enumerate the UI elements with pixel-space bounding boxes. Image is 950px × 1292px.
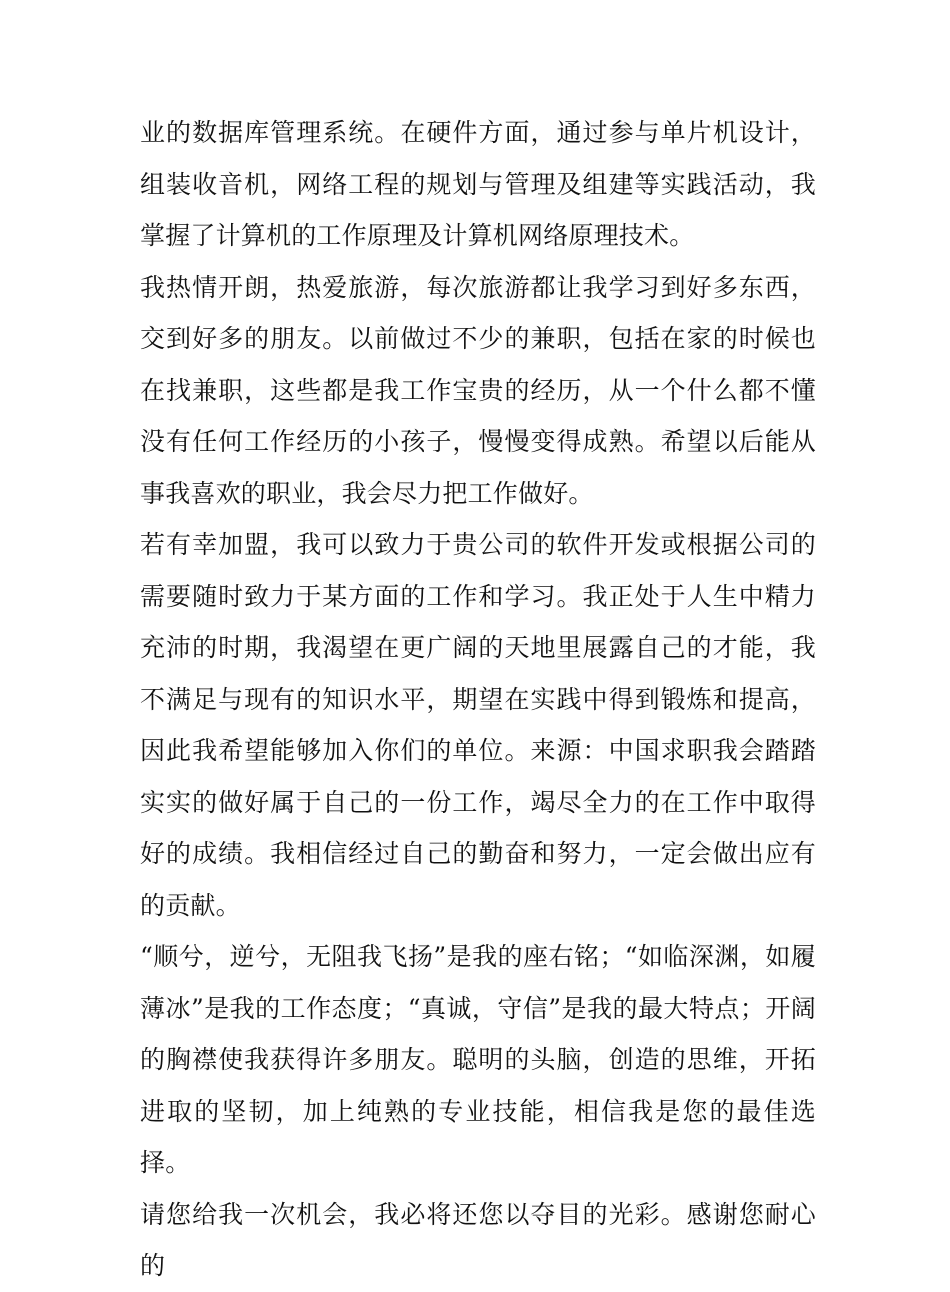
paragraph-2: 我热情开朗，热爱旅游，每次旅游都让我学习到好多东西，交到好多的朋友。以前做过不少的兼职，包括在家的时候也在找兼职，这些都是我工作宝贵的经历，从一个什么都不懂没有任何工作经历的小孩子，慢慢变得成熟。希望以后能从事我喜欢的职业，我会尽力把工作做好。 [140, 272, 816, 508]
paragraph-1: 业的数据库管理系统。在硬件方面，通过参与单片机设计，组装收音机，网络工程的规划与管理及组建等实践活动，我掌握了计算机的工作原理及计算机网络原理技术。 [140, 118, 816, 250]
paragraph-5: 请您给我一次机会，我必将还您以夺目的光彩。感谢您耐心的 [140, 1199, 816, 1280]
paragraph-3: 若有幸加盟，我可以致力于贵公司的软件开发或根据公司的需要随时致力于某方面的工作和学习。我正处于人生中精力充沛的时期，我渴望在更广阔的天地里展露自己的才能，我不满足与现有的知识水平，期望在实践中得到锻炼和提高，因此我希望能够加入你们的单位。来源：中国求职我会踏踏实实的做好属于自己的一份工作，竭尽全力的在工作中取得好的成绩。我相信经过自己的勤奋和努力，一定会做出应有的贡献。 [140, 530, 816, 920]
document-body [140, 107, 816, 1292]
paragraph-4: “顺兮，逆兮，无阻我飞扬”是我的座右铭；“如临深渊，如履薄冰”是我的工作态度；“真诚，守信”是我的最大特点；开阔的胸襟使我获得许多朋友。聪明的头脑，创造的思维，开拓进取的坚韧，加上纯熟的专业技能，相信我是您的最佳选择。 [140, 942, 816, 1177]
